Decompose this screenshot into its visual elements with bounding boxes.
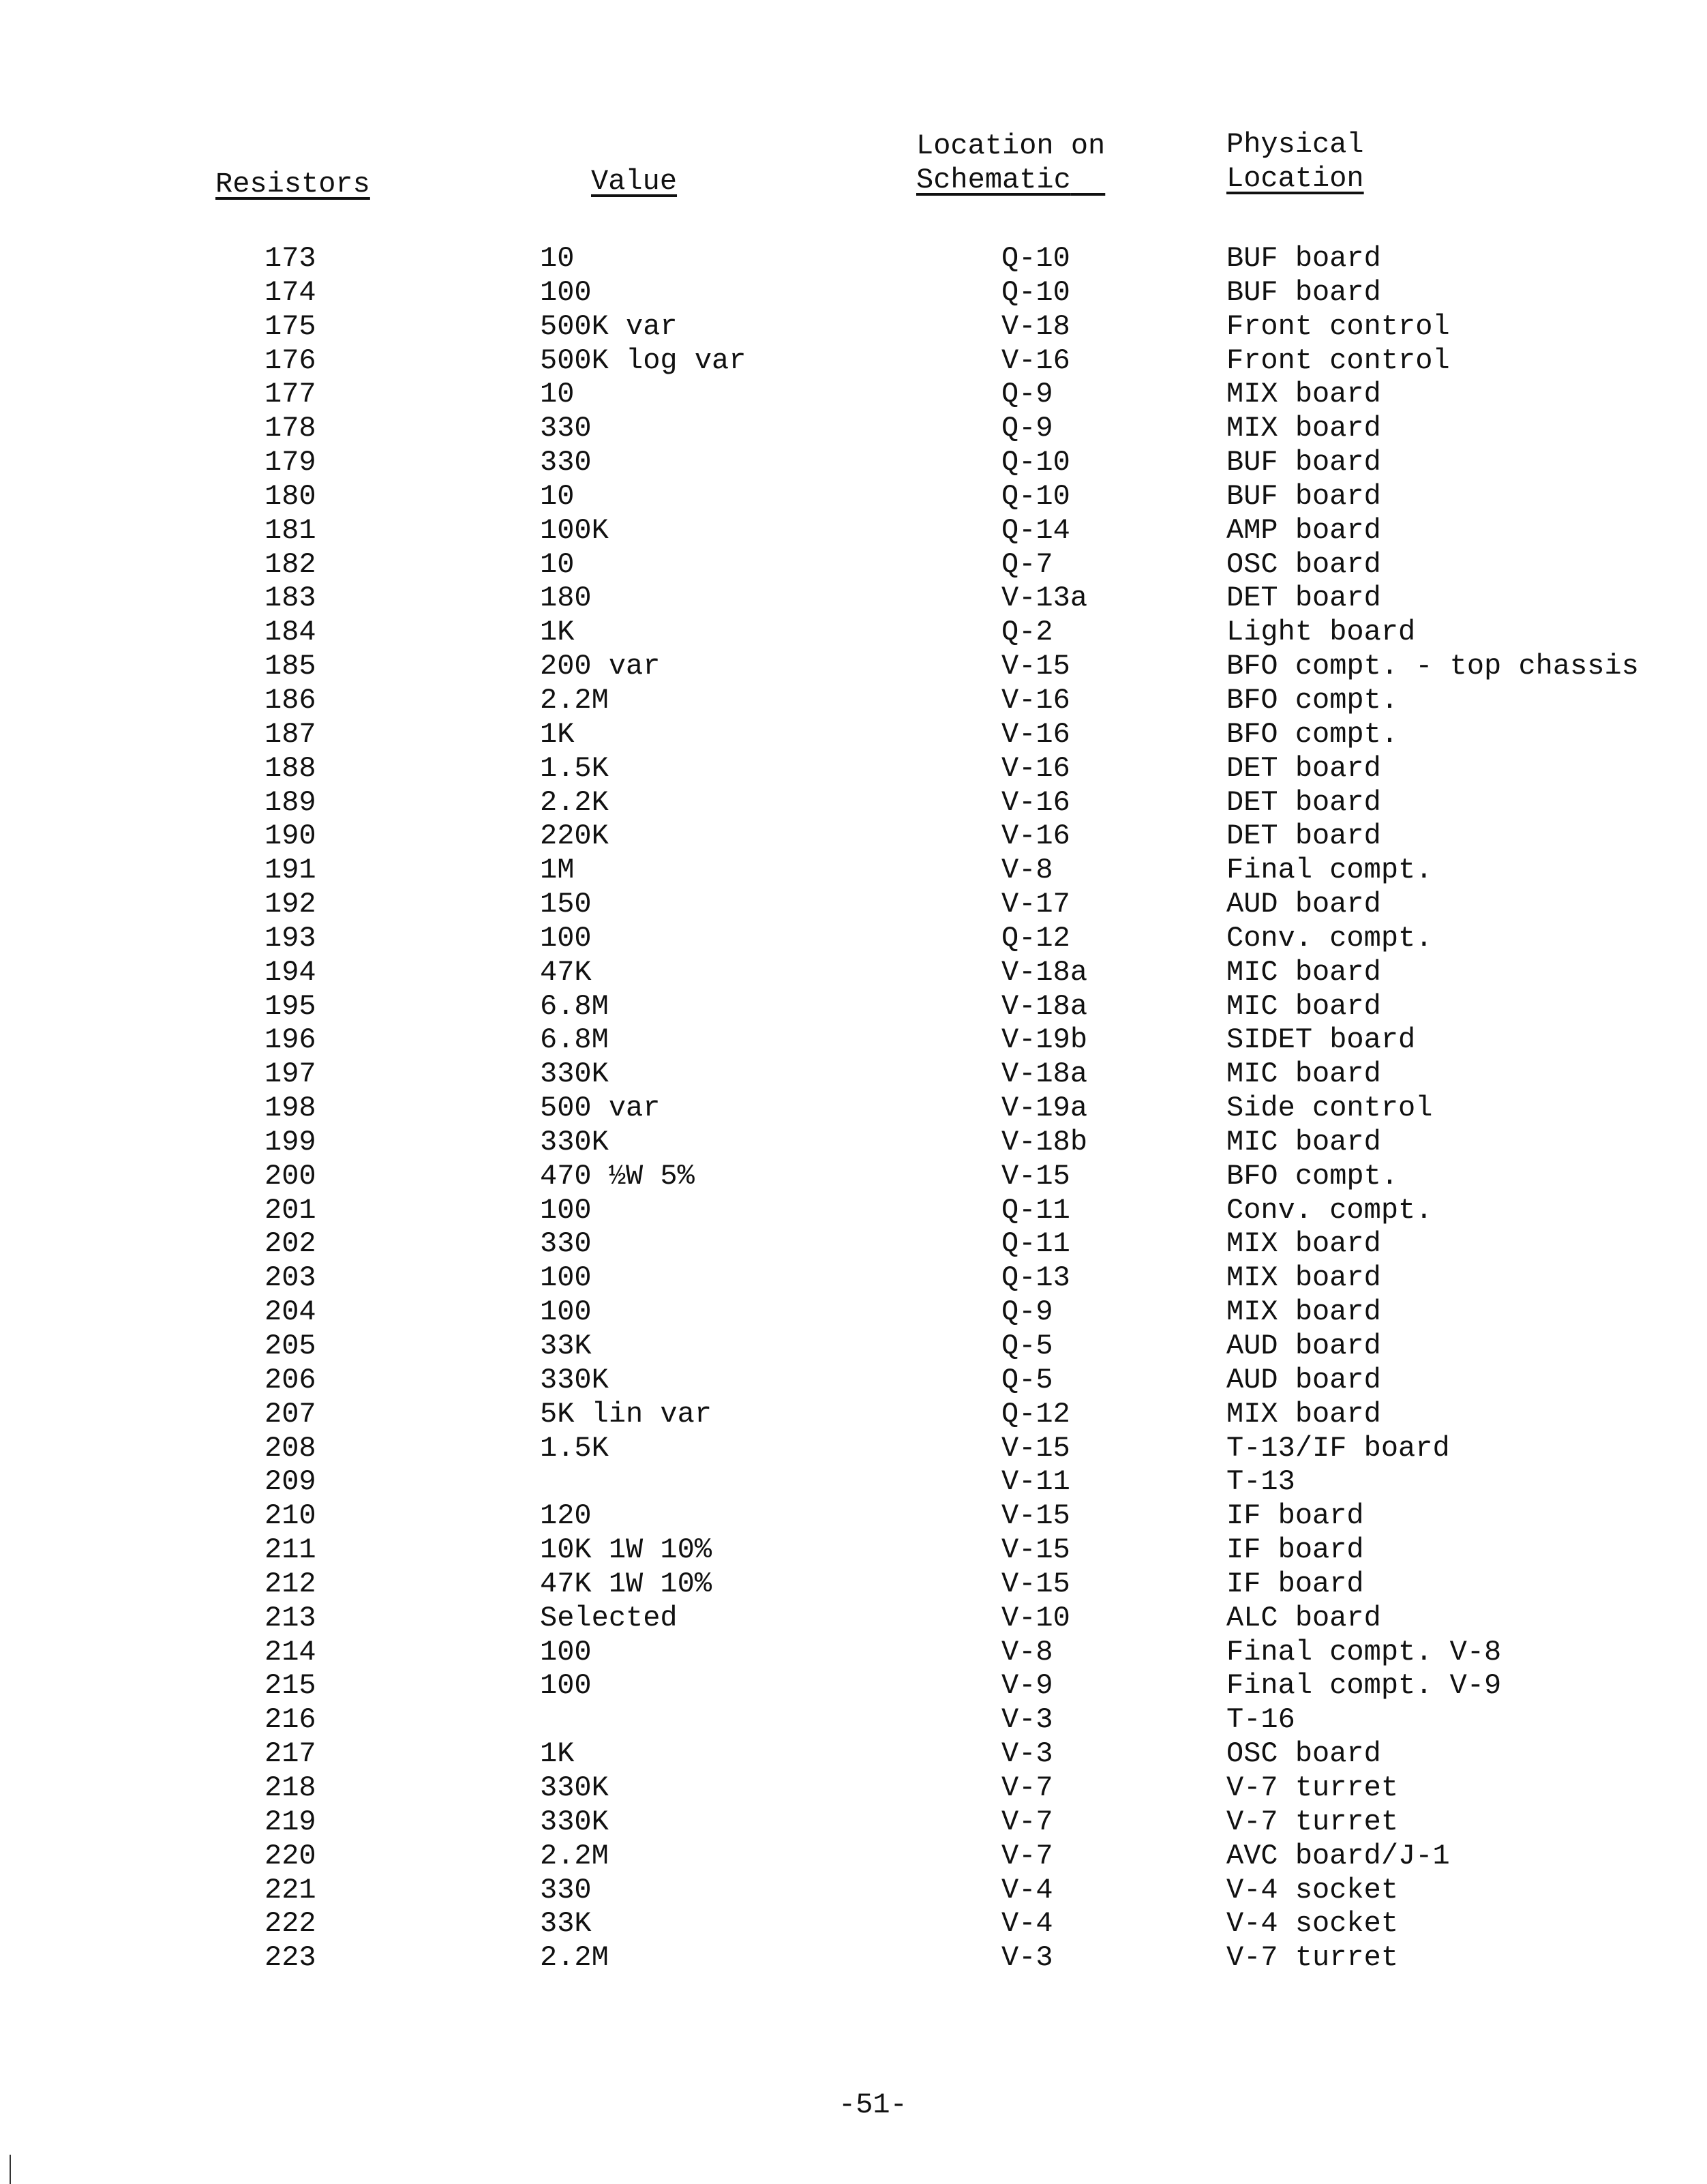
resistor-value: 6.8M [540,1023,609,1057]
resistor-number: 217 [265,1737,316,1771]
table-row [0,1499,1707,1533]
resistor-number: 180 [265,479,316,513]
table-row [0,751,1707,786]
schematic-location: V-16 [1001,786,1070,819]
schematic-location: V-18b [1001,1125,1088,1158]
physical-location: DET board [1226,751,1381,785]
table-row [0,786,1707,820]
resistor-value: 330K [540,1805,609,1838]
resistor-number: 187 [265,717,316,751]
resistor-value: 6.8M [540,989,609,1023]
resistor-value: 10 [540,242,575,275]
table-row [0,1737,1707,1771]
schematic-location: V-15 [1001,1159,1070,1193]
table-row [0,1533,1707,1567]
schematic-location: V-8 [1001,854,1053,887]
schematic-location: Q-2 [1001,616,1053,649]
resistor-value: 120 [540,1499,592,1533]
schematic-location: V-16 [1001,344,1070,377]
schematic-location: V-3 [1001,1737,1053,1771]
resistor-value: 330K [540,1363,609,1396]
schematic-location: V-15 [1001,650,1070,683]
schematic-location: V-15 [1001,1567,1070,1600]
table-row [0,1363,1707,1397]
resistor-number: 190 [265,820,316,853]
table-row [0,1703,1707,1737]
resistor-number: 191 [265,854,316,887]
physical-location: T-13/IF board [1226,1431,1450,1465]
header-resistors: Resistors [215,168,370,200]
schematic-location: Q-14 [1001,513,1070,547]
resistor-value: 200 var [540,650,661,683]
schematic-location: Q-11 [1001,1227,1070,1261]
resistor-number: 218 [265,1771,316,1804]
table-row [0,241,1707,275]
resistor-number: 198 [265,1092,316,1125]
resistor-number: 206 [265,1363,316,1396]
schematic-location: V-17 [1001,888,1070,921]
table-row [0,1567,1707,1601]
resistor-value: Selected [540,1601,678,1634]
schematic-location: V-7 [1001,1805,1053,1838]
table-row [0,819,1707,853]
table-row [0,1771,1707,1805]
physical-location: MIX board [1226,1397,1381,1431]
table-row [0,1091,1707,1125]
physical-location: AUD board [1226,1330,1381,1362]
schematic-location: Q-9 [1001,412,1053,445]
resistor-number: 175 [265,310,316,343]
table-row [0,275,1707,310]
physical-location: AUD board [1226,888,1381,921]
resistor-number: 173 [265,242,316,275]
physical-location: BUF board [1226,242,1381,275]
margin-mark [10,2155,11,2184]
resistor-value: 330 [540,1873,592,1906]
table-row [0,581,1707,615]
resistor-number: 207 [265,1397,316,1431]
resistor-number: 189 [265,786,316,819]
table-row [0,853,1707,887]
resistor-number: 192 [265,888,316,921]
schematic-location: V-4 [1001,1873,1053,1906]
resistor-number: 211 [265,1534,316,1567]
schematic-location: V-8 [1001,1635,1053,1669]
table-row [0,1057,1707,1091]
resistor-value: 10 [540,548,575,581]
physical-location: BFO compt. - top chassis [1226,650,1639,683]
resistor-value: 500 var [540,1092,661,1125]
resistor-value: 330K [540,1125,609,1158]
resistor-number: 181 [265,513,316,547]
resistor-value: 220K [540,820,609,853]
resistor-number: 178 [265,412,316,445]
table-row [0,1839,1707,1873]
resistor-number: 214 [265,1635,316,1669]
physical-location: OSC board [1226,548,1381,581]
physical-location: MIX board [1226,1296,1381,1329]
physical-location: DET board [1226,786,1381,819]
resistor-value: 2.2K [540,786,609,819]
resistor-value: 33K [540,1907,592,1941]
table-row [0,1159,1707,1193]
schematic-location: V-18a [1001,989,1088,1023]
resistor-number: 220 [265,1839,316,1872]
physical-location: T-16 [1226,1703,1295,1737]
physical-location: Final compt. V-8 [1226,1635,1502,1669]
resistor-number: 204 [265,1296,316,1329]
physical-location: MIC board [1226,1125,1381,1158]
table-row [0,1023,1707,1057]
table-row [0,989,1707,1023]
resistor-number: 185 [265,650,316,683]
table-row [0,1601,1707,1635]
resistor-number: 202 [265,1227,316,1261]
table-row [0,548,1707,582]
physical-location: MIX board [1226,412,1381,445]
table-row [0,1227,1707,1261]
schematic-location: V-16 [1001,751,1070,785]
resistor-value: 100 [540,1193,592,1227]
resistor-number: 197 [265,1058,316,1091]
header-value: Value [591,165,678,198]
table-row [0,887,1707,921]
physical-location: V-7 turret [1226,1941,1399,1975]
resistor-value: 10 [540,479,575,513]
physical-location: AVC board/J-1 [1226,1839,1450,1872]
resistor-table [0,241,1707,1975]
physical-location: V-7 turret [1226,1805,1399,1838]
resistor-number: 184 [265,616,316,649]
table-row [0,1295,1707,1329]
resistor-number: 210 [265,1499,316,1533]
physical-location: Conv. compt. [1226,921,1433,955]
physical-location: MIX board [1226,1261,1381,1295]
physical-location: MIX board [1226,1227,1381,1261]
physical-location: MIC board [1226,1058,1381,1091]
resistor-value: 100 [540,1296,592,1329]
table-row [0,1805,1707,1839]
resistor-value: 1K [540,616,575,649]
resistor-value: 5K lin var [540,1397,712,1431]
resistor-number: 208 [265,1431,316,1465]
schematic-location: V-10 [1001,1601,1070,1634]
resistor-value: 330 [540,412,592,445]
physical-location: Final compt. V-9 [1226,1669,1502,1703]
schematic-location: V-16 [1001,820,1070,853]
schematic-location: V-3 [1001,1703,1053,1737]
resistor-value: 330K [540,1771,609,1804]
physical-location: V-4 socket [1226,1907,1399,1941]
table-row [0,1669,1707,1703]
table-row [0,310,1707,344]
resistor-value: 1.5K [540,1431,609,1465]
resistor-number: 215 [265,1669,316,1703]
schematic-location: Q-13 [1001,1261,1070,1295]
resistor-value: 2.2M [540,1839,609,1872]
resistor-value: 47K [540,955,592,989]
resistor-value: 33K [540,1330,592,1362]
schematic-location: V-7 [1001,1839,1053,1872]
physical-location: Front control [1226,310,1450,343]
physical-location: BUF board [1226,479,1381,513]
physical-location: SIDET board [1226,1023,1416,1057]
resistor-number: 216 [265,1703,316,1737]
schematic-location: V-18a [1001,1058,1088,1091]
table-row [0,1635,1707,1669]
table-row [0,683,1707,717]
resistor-value: 1K [540,717,575,751]
table-row [0,1465,1707,1499]
schematic-location: Q-7 [1001,548,1053,581]
schematic-location: V-13a [1001,582,1088,615]
physical-location: ALC board [1226,1601,1381,1634]
resistor-number: 203 [265,1261,316,1295]
schematic-location: V-7 [1001,1771,1053,1804]
physical-location: IF board [1226,1534,1364,1567]
physical-location: BUF board [1226,446,1381,479]
physical-location: Final compt. [1226,854,1433,887]
table-row [0,649,1707,683]
schematic-location: V-15 [1001,1431,1070,1465]
physical-location: MIC board [1226,989,1381,1023]
header-schematic-line1: Location on [916,130,1106,162]
physical-location: T-13 [1226,1465,1295,1499]
resistor-number: 196 [265,1023,316,1057]
schematic-location: Q-9 [1001,378,1053,411]
resistor-number: 219 [265,1805,316,1838]
resistor-number: 188 [265,751,316,785]
physical-location: AMP board [1226,513,1381,547]
resistor-value: 47K 1W 10% [540,1567,712,1600]
resistor-number: 209 [265,1465,316,1499]
resistor-value: 1.5K [540,751,609,785]
schematic-location: V-18a [1001,955,1088,989]
resistor-value: 100K [540,513,609,547]
schematic-location: Q-11 [1001,1193,1070,1227]
header-physical-line2: Location [1226,162,1364,195]
header-schematic-text: Schematic [916,164,1071,196]
header-schematic-line2 [916,162,1105,198]
resistor-number: 195 [265,989,316,1023]
physical-location: DET board [1226,820,1381,853]
schematic-location: V-19b [1001,1023,1088,1057]
physical-location: IF board [1226,1499,1364,1533]
resistor-value: 500K log var [540,344,746,377]
resistor-number: 221 [265,1873,316,1906]
schematic-location: V-16 [1001,717,1070,751]
resistor-value: 1K [540,1737,575,1771]
resistor-value: 10K 1W 10% [540,1534,712,1567]
table-row [0,1397,1707,1431]
resistor-number: 186 [265,683,316,717]
resistor-number: 199 [265,1125,316,1158]
table-row [0,955,1707,989]
table-row [0,513,1707,548]
schematic-location: Q-12 [1001,921,1070,955]
resistor-number: 194 [265,955,316,989]
table-row [0,615,1707,649]
schematic-location: V-4 [1001,1907,1053,1941]
schematic-location: Q-12 [1001,1397,1070,1431]
table-row [0,1261,1707,1295]
physical-location: Conv. compt. [1226,1193,1433,1227]
table-row [0,717,1707,751]
physical-location: Light board [1226,616,1416,649]
resistor-value: 330K [540,1058,609,1091]
resistor-number: 182 [265,548,316,581]
schematic-location: V-15 [1001,1534,1070,1567]
physical-location: IF board [1226,1567,1364,1600]
table-row [0,1329,1707,1363]
resistor-value: 330 [540,1227,592,1261]
resistor-number: 222 [265,1907,316,1941]
table-row [0,921,1707,955]
resistor-value: 1M [540,854,575,887]
physical-location: BFO compt. [1226,1159,1399,1193]
resistor-number: 193 [265,921,316,955]
table-row [0,377,1707,411]
resistor-number: 179 [265,446,316,479]
table-row [0,1873,1707,1907]
schematic-location: Q-5 [1001,1363,1053,1396]
resistor-number: 205 [265,1330,316,1362]
resistor-value: 2.2M [540,1941,609,1975]
table-row [0,1941,1707,1975]
schematic-location: V-16 [1001,683,1070,717]
physical-location: AUD board [1226,1363,1381,1396]
resistor-value: 100 [540,1635,592,1669]
physical-location: V-7 turret [1226,1771,1399,1804]
page-number: -51- [839,2089,907,2121]
physical-location: Side control [1226,1092,1433,1125]
schematic-location: V-19a [1001,1092,1088,1125]
resistor-number: 174 [265,275,316,309]
resistor-number: 201 [265,1193,316,1227]
schematic-location: Q-10 [1001,242,1070,275]
schematic-location: V-11 [1001,1465,1070,1499]
physical-location: OSC board [1226,1737,1381,1771]
physical-location: MIX board [1226,378,1381,411]
resistor-value: 100 [540,275,592,309]
schematic-location: Q-10 [1001,446,1070,479]
table-row [0,411,1707,445]
resistor-value: 2.2M [540,683,609,717]
schematic-location: Q-10 [1001,479,1070,513]
table-row [0,445,1707,479]
table-row [0,1431,1707,1465]
resistor-value: 100 [540,1669,592,1703]
resistor-value: 180 [540,582,592,615]
resistor-value: 150 [540,888,592,921]
schematic-location: V-18 [1001,310,1070,343]
schematic-location: V-15 [1001,1499,1070,1533]
schematic-location: Q-9 [1001,1296,1053,1329]
resistor-number: 213 [265,1601,316,1634]
schematic-location: Q-5 [1001,1330,1053,1362]
table-row [0,344,1707,378]
resistor-number: 200 [265,1159,316,1193]
resistor-value: 100 [540,1261,592,1295]
resistor-value: 100 [540,921,592,955]
physical-location: Front control [1226,344,1450,377]
resistor-number: 212 [265,1567,316,1600]
header-physical-line1: Physical [1226,128,1364,161]
physical-location: BFO compt. [1226,683,1399,717]
table-row [0,1125,1707,1159]
resistor-value: 10 [540,378,575,411]
resistor-number: 223 [265,1941,316,1975]
resistor-number: 183 [265,582,316,615]
physical-location: BUF board [1226,275,1381,309]
resistor-number: 176 [265,344,316,377]
physical-location: BFO compt. [1226,717,1399,751]
resistor-value: 470 ½W 5% [540,1159,695,1193]
resistor-value: 330 [540,446,592,479]
physical-location: MIC board [1226,955,1381,989]
resistor-number: 177 [265,378,316,411]
schematic-location: V-9 [1001,1669,1053,1703]
schematic-location: Q-10 [1001,275,1070,309]
resistor-value: 500K var [540,310,678,343]
table-row [0,1193,1707,1227]
table-row [0,1906,1707,1941]
physical-location: DET board [1226,582,1381,615]
physical-location: V-4 socket [1226,1873,1399,1906]
table-row [0,479,1707,513]
schematic-location: V-3 [1001,1941,1053,1975]
